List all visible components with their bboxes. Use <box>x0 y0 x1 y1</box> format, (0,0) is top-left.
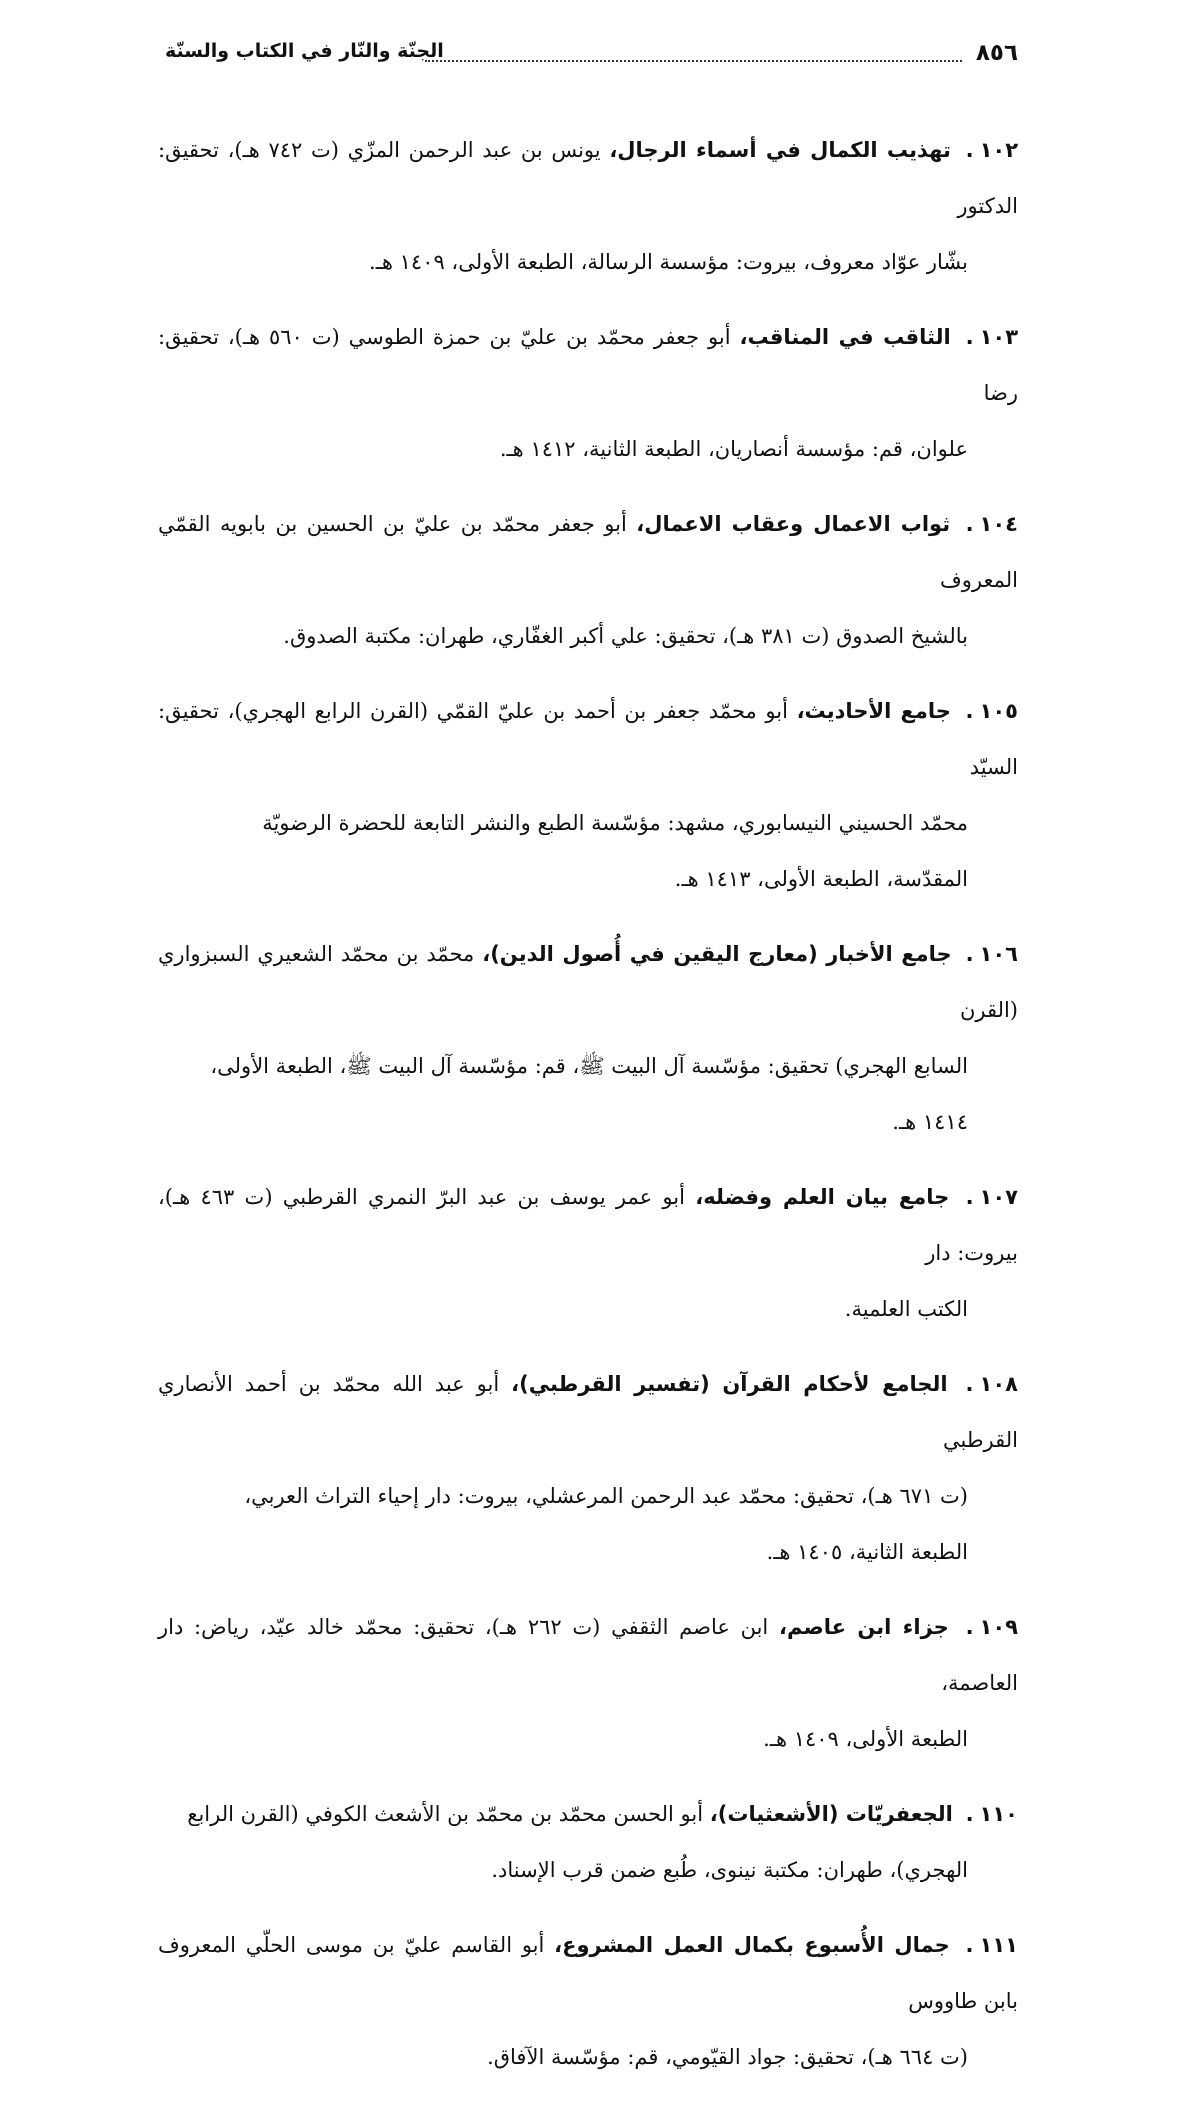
bibliography-entry: ١١٠. الجعفريّات (الأشعثيات)، أبو الحسن محمّد بن محمّد بن الأشعث الكوفي (القرن الرابع الهجري)، طهران: مكتبة نينوى، طُبع ضمن قرب الإسناد. <box>158 1786 1018 1898</box>
entry-number: ١٠٩ <box>979 1615 1018 1639</box>
bibliography-entry: ١٠٩. جزاء ابن عاصم، ابن عاصم الثقفي (ت ٢٦٢ هـ)، تحقيق: محمّد خالد عيّد، رياض: دار العاصمة، الطبعة الأولى، ١٤٠٩ هـ. <box>158 1599 1018 1767</box>
entry-title: جامع الأحاديث، <box>796 699 951 723</box>
entry-title: الجامع لأحكام القرآن (تفسير القرطبي)، <box>511 1372 948 1396</box>
entry-details-continued: الكتب العلمية. <box>844 1297 968 1321</box>
dotted-leader <box>425 60 962 62</box>
entry-title: الجعفريّات (الأشعثيات)، <box>709 1802 953 1826</box>
entry-details: أبو القاسم عليّ بن موسى الحلّي المعروف بابن طاووس <box>158 1933 1018 2013</box>
entry-details-continued: (ت ٦٦٤ هـ)، تحقيق: جواد القيّومي، قم: مؤسّسة الآفاق. <box>487 2045 968 2069</box>
bibliography-entry: ١١١. جمال الأُسبوع بكمال العمل المشروع، أبو القاسم عليّ بن موسى الحلّي المعروف بابن طاووس (ت ٦٦٤ هـ)، تحقيق: جواد القيّومي، قم: مؤسّسة الآفاق. <box>158 1917 1018 2085</box>
entry-details: أبو عبد الله محمّد بن أحمد الأنصاري القرطبي <box>158 1372 1018 1452</box>
entry-title: ثواب الاعمال وعقاب الاعمال، <box>636 512 951 536</box>
bibliography-entry: ١٠٣. الثاقب في المناقب، أبو جعفر محمّد بن عليّ بن حمزة الطوسي (ت ٥٦٠ هـ)، تحقيق: رضا علوان، قم: مؤسسة أنصاريان، الطبعة الثانية، ١٤١٢ هـ. <box>158 309 1018 477</box>
entry-title: جامع الأخبار (معارج اليقين في أُصول الدين)، <box>482 942 952 966</box>
bibliography-entry: ١٠٦. جامع الأخبار (معارج اليقين في أُصول الدين)، محمّد بن محمّد الشعيري السبزواري (القرن السابع الهجري) تحقيق: مؤسّسة آل البيت ﷺ، قم: مؤسّسة آل البيت ﷺ، الطبعة الأولى، ١٤١٤ هـ. <box>158 926 1018 1150</box>
entry-details: يونس بن عبد الرحمن المزّي (ت ٧٤٢ هـ)، تحقيق: الدكتور <box>158 138 1018 218</box>
entry-details: أبو جعفر محمّد بن عليّ بن حمزة الطوسي (ت ٥٦٠ هـ)، تحقيق: رضا <box>158 325 1018 405</box>
page-number: ٨٥٦ <box>975 40 1018 66</box>
entry-details-continued: ١٤١٤ هـ. <box>892 1110 968 1134</box>
entry-details-continued: بشّار عوّاد معروف، بيروت: مؤسسة الرسالة، الطبعة الأولى، ١٤٠٩ هـ. <box>369 250 968 274</box>
entry-details-continued: الطبعة الثانية، ١٤٠٥ هـ. <box>766 1540 968 1564</box>
entry-details-continued: بالشيخ الصدوق (ت ٣٨١ هـ)، تحقيق: علي أكبر الغفّاري، طهران: مكتبة الصدوق. <box>283 624 968 648</box>
entry-title: الثاقب في المناقب، <box>739 325 951 349</box>
entry-number: ١٠٨ <box>979 1372 1018 1396</box>
bibliography-entry: ١٠٧. جامع بيان العلم وفضله، أبو عمر يوسف بن عبد البرّ النمري القرطبي (ت ٤٦٣ هـ)، بيروت: دار الكتب العلمية. <box>158 1169 1018 1337</box>
entry-number: ١٠٣ <box>979 325 1019 349</box>
book-title: الجنّة والنّار في الكتاب والسنّة <box>165 40 444 62</box>
entry-number: ١٠٢ <box>979 138 1019 162</box>
bibliography-entry: ١٠٨. الجامع لأحكام القرآن (تفسير القرطبي)، أبو عبد الله محمّد بن أحمد الأنصاري القرطبي (ت ٦٧١ هـ)، تحقيق: محمّد عبد الرحمن المرعشلي، بيروت: دار إحياء التراث العربي، الطبعة الثانية، ١٤٠٥ هـ. <box>158 1356 1018 1580</box>
entry-details-continued: السابع الهجري) تحقيق: مؤسّسة آل البيت ﷺ، قم: مؤسّسة آل البيت ﷺ، الطبعة الأولى، <box>210 1054 968 1078</box>
running-header <box>165 36 1018 76</box>
entry-details: ابن عاصم الثقفي (ت ٢٦٢ هـ)، تحقيق: محمّد خالد عيّد، رياض: دار العاصمة، <box>158 1615 1018 1695</box>
entry-details: أبو عمر يوسف بن عبد البرّ النمري القرطبي (ت ٤٦٣ هـ)، بيروت: دار <box>158 1185 1018 1265</box>
entry-details-continued: (ت ٦٧١ هـ)، تحقيق: محمّد عبد الرحمن المرعشلي، بيروت: دار إحياء التراث العربي، <box>244 1484 968 1508</box>
entry-details: محمّد بن محمّد الشعيري السبزواري (القرن <box>158 942 1018 1022</box>
entry-title: جامع بيان العلم وفضله، <box>695 1185 950 1209</box>
entry-details-continued: الطبعة الأولى، ١٤٠٩ هـ. <box>763 1727 968 1751</box>
entry-number: ١٠٥ <box>979 699 1018 723</box>
entry-details-continued: المقدّسة، الطبعة الأولى، ١٤١٣ هـ. <box>674 867 968 891</box>
bibliography-entry: ١٠٢. تهذيب الكمال في أسماء الرجال، يونس بن عبد الرحمن المزّي (ت ٧٤٢ هـ)، تحقيق: الدكتور بشّار عوّاد معروف، بيروت: مؤسسة الرسالة، الطبعة الأولى، ١٤٠٩ هـ. <box>158 122 1018 290</box>
entry-number: ١١١ <box>979 1933 1018 1957</box>
entry-number: ١١٠ <box>979 1802 1018 1826</box>
entry-details: أبو محمّد جعفر بن أحمد بن عليّ القمّي (القرن الرابع الهجري)، تحقيق: السيّد <box>158 699 1018 779</box>
entry-details-continued: الهجري)، طهران: مكتبة نينوى، طُبع ضمن قرب الإسناد. <box>491 1858 968 1882</box>
entry-details: أبو الحسن محمّد بن محمّد بن الأشعث الكوفي (القرن الرابع <box>187 1802 704 1826</box>
bibliography-list <box>158 122 1018 2104</box>
entry-details-continued: محمّد الحسيني النيسابوري، مشهد: مؤسّسة الطبع والنشر التابعة للحضرة الرضويّة <box>262 811 968 835</box>
bibliography-entry: ١٠٤. ثواب الاعمال وعقاب الاعمال، أبو جعفر محمّد بن عليّ بن الحسين بن بابويه القمّي المعروف بالشيخ الصدوق (ت ٣٨١ هـ)، تحقيق: علي أكبر الغفّاري، طهران: مكتبة الصدوق. <box>158 496 1018 664</box>
entry-title: تهذيب الكمال في أسماء الرجال، <box>609 138 951 162</box>
entry-title: جمال الأُسبوع بكمال العمل المشروع، <box>554 1933 950 1957</box>
entry-title: جزاء ابن عاصم، <box>779 1615 949 1639</box>
entry-number: ١٠٦ <box>979 942 1018 966</box>
entry-number: ١٠٤ <box>979 512 1018 536</box>
entry-details-continued: علوان، قم: مؤسسة أنصاريان، الطبعة الثانية، ١٤١٢ هـ. <box>499 437 968 461</box>
bibliography-entry: ١٠٥. جامع الأحاديث، أبو محمّد جعفر بن أحمد بن عليّ القمّي (القرن الرابع الهجري)، تحقيق: السيّد محمّد الحسيني النيسابوري، مشهد: مؤسّسة الطبع والنشر التابعة للحضرة الرضويّة المقدّسة، الطبعة الأولى، ١٤١٣ هـ. <box>158 683 1018 907</box>
entry-details: أبو جعفر محمّد بن عليّ بن الحسين بن بابويه القمّي المعروف <box>158 512 1018 592</box>
entry-number: ١٠٧ <box>979 1185 1018 1209</box>
